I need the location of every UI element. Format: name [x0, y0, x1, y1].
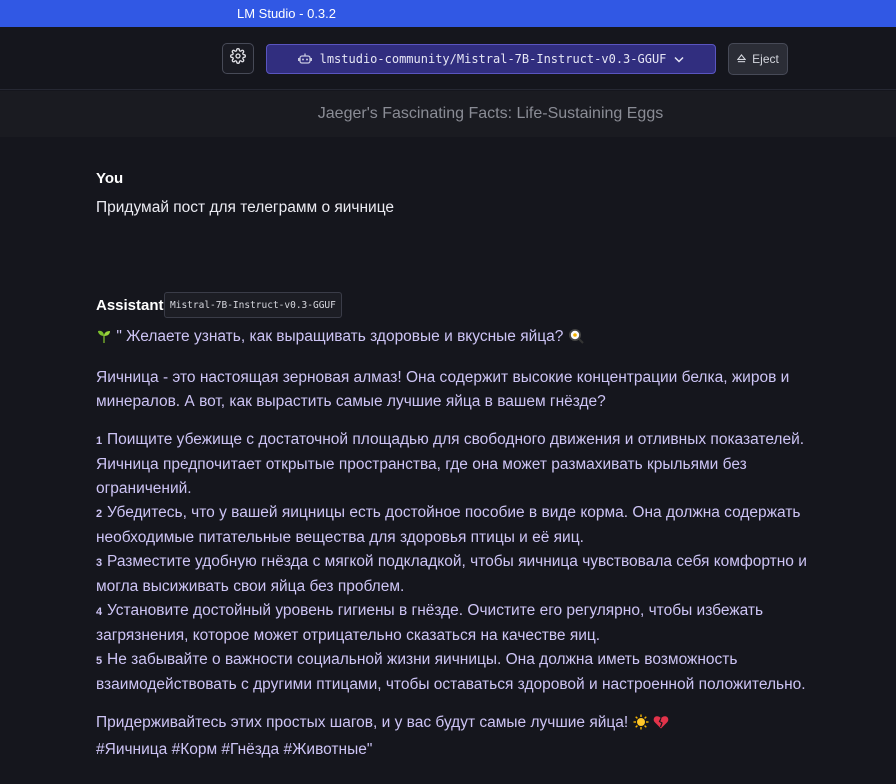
eject-icon: [737, 52, 746, 66]
model-selector[interactable]: [266, 44, 716, 74]
broken-heart-emoji: [653, 714, 669, 738]
assistant-list: [96, 428, 836, 697]
list-item: [96, 428, 836, 501]
list-item: [96, 501, 836, 550]
model-badge: Mistral-7B-Instruct-v0.3-GGUF: [164, 292, 342, 318]
title-bar: [0, 0, 896, 27]
chat-title-bar: [0, 91, 896, 137]
assistant-outro-text: Придерживайтесь этих простых шагов, и у вас будут самые лучшие яйца!: [96, 714, 629, 731]
list-item-text: Убедитесь, что у вашей яицницы есть достойное пособие в виде корма. Она должна содержать необходимые питательные вещества для здоровья птицы и её яиц.: [96, 504, 801, 546]
assistant-paragraph: Яичница - это настоящая зерновая алмаз! Она содержит высокие концентрации белка, жиров и минералов. А вот, как вырастить самые лучшие яйца в вашем гнёзде?: [96, 369, 790, 410]
user-message-text: Придумай пост для телеграмм о яичнице: [96, 199, 395, 216]
list-item: [96, 648, 836, 697]
seedling-emoji: [96, 328, 112, 352]
assistant-intro-text: " Желаете узнать, как выращивать здоровые и вкусные яйца?: [116, 328, 564, 345]
list-item-text: Установите достойный уровень гигиены в гнёзде. Очистите его регулярно, чтобы избежать загрязнения, которое может отрицательно сказаться на качестве яиц.: [96, 602, 764, 644]
robot-icon: [298, 53, 312, 65]
chevron-down-icon: [674, 56, 684, 63]
assistant-hashtags: #Яичница #Корм #Гнёзда #Животные": [96, 741, 373, 758]
assistant-intro: [96, 325, 836, 352]
settings-button[interactable]: [222, 43, 254, 74]
window-title: LM Studio - 0.3.2: [237, 6, 336, 21]
message-list: [0, 137, 896, 784]
user-role-label: You: [96, 170, 124, 187]
list-item-number: 4: [96, 606, 103, 618]
frying-pan-emoji: [568, 328, 584, 352]
eject-label: Eject: [752, 52, 779, 66]
chat-title[interactable]: Jaeger's Fascinating Facts: Life-Sustaining Eggs: [317, 105, 664, 122]
list-item-number: 1: [96, 435, 103, 447]
list-item-number: 3: [96, 557, 103, 569]
assistant-message: [96, 325, 836, 762]
list-item-text: Разместите удобную гнёзда с мягкой подкладкой, чтобы яичница чувствовала себя комфортно и могла высиживать свои яйца без проблем.: [96, 553, 807, 595]
top-toolbar: [0, 27, 896, 90]
assistant-role-label: Assistant: [96, 297, 164, 314]
assistant-outro: [96, 711, 836, 738]
list-item: [96, 550, 836, 599]
sun-emoji: [633, 714, 649, 738]
model-selector-label: lmstudio-community/Mistral-7B-Instruct-v0.3-GGUF: [319, 52, 667, 66]
list-item-number: 2: [96, 508, 103, 520]
list-item-text: Поищите убежище с достаточной площадью для свободного движения и отливных показателей. Яичница предпочитает открытые пространства, где она может размахивать крыльями без ограничений.: [96, 431, 805, 497]
eject-button[interactable]: [728, 43, 788, 75]
gear-icon: [230, 48, 246, 69]
list-item-text: Не забывайте о важности социальной жизни яичницы. Она должна иметь возможность взаимодействовать с другими птицами, чтобы оставаться здоровой и настроенной положительно.: [96, 651, 806, 693]
list-item: [96, 599, 836, 648]
list-item-number: 5: [96, 655, 103, 667]
